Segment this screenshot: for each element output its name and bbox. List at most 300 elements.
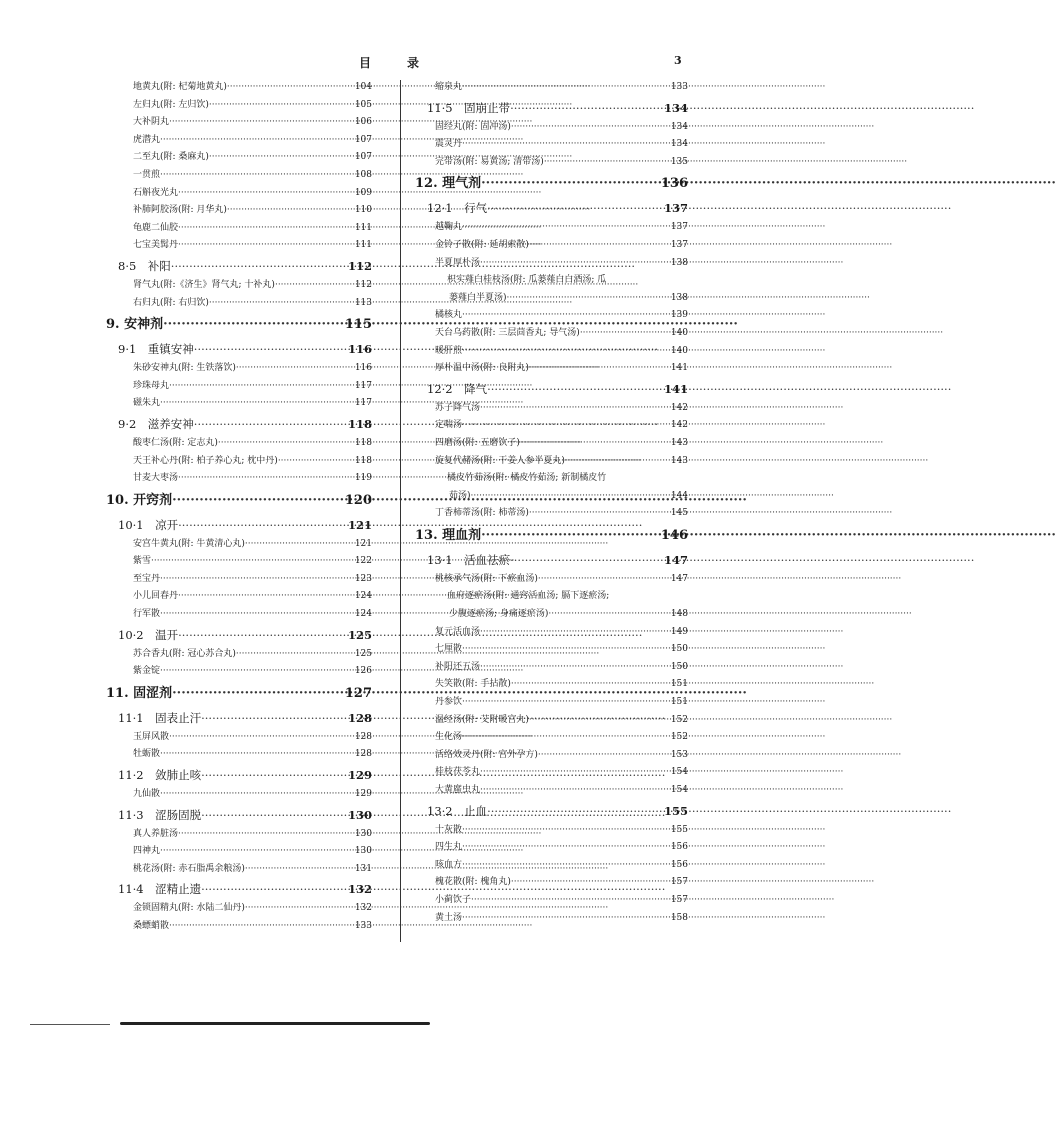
toc-entry[interactable] [100, 453, 372, 471]
toc-entry-label: 10·2 温开 [118, 627, 179, 642]
toc-entry-label: 桃花汤(附: 赤石脂禹余粮汤) [133, 863, 245, 874]
toc-entry[interactable] [100, 588, 372, 606]
toc-entry-label: 8·5 补阳 [118, 258, 171, 273]
toc-entry-label: 四神丸 [133, 846, 161, 857]
leader-dots [548, 606, 668, 624]
toc-entry[interactable] [100, 97, 372, 115]
toc-entry-page: 156 [670, 842, 688, 853]
toc-entry[interactable] [415, 435, 688, 453]
toc-entry-page: 125 [354, 648, 372, 659]
toc-entry-page: 134 [670, 121, 688, 132]
toc-entry[interactable] [415, 255, 688, 273]
leader-dots [201, 764, 346, 786]
toc-entry-page: 112 [347, 258, 372, 273]
toc-entry-page: 157 [670, 894, 688, 905]
toc-entry-page: 129 [347, 768, 372, 783]
toc-entry[interactable] [100, 553, 372, 571]
toc-entry[interactable] [415, 676, 688, 694]
toc-entry[interactable] [415, 453, 688, 471]
toc-entry[interactable] [415, 659, 688, 677]
leader-dots [163, 312, 343, 338]
toc-section[interactable] [100, 804, 372, 826]
toc-entry[interactable] [415, 910, 688, 928]
toc-entry-label: 咳血方 [435, 859, 463, 870]
toc-entry[interactable] [100, 470, 372, 488]
leader-dots [462, 136, 669, 154]
leader-dots [172, 681, 343, 707]
toc-left-column [100, 79, 372, 936]
toc-entry-page: 128 [354, 749, 372, 760]
toc-entry-page: 156 [670, 859, 688, 870]
leader-dots [507, 290, 669, 308]
toc-entry[interactable] [415, 822, 688, 840]
toc-entry-label: 震灵丹 [435, 139, 463, 150]
toc-chapter[interactable] [100, 681, 372, 707]
toc-entry-label: 11·4 涩精止遗 [118, 882, 202, 897]
toc-entry-label: 肾气丸(附:《济生》肾气丸; 十补丸) [133, 279, 275, 290]
toc-entry[interactable] [415, 343, 688, 361]
toc-entry[interactable] [415, 764, 688, 782]
toc-section[interactable] [100, 413, 372, 435]
toc-section[interactable] [100, 707, 372, 729]
toc-entry-label: 天王补心丹(附: 柏子养心丸; 枕中丹) [133, 455, 278, 466]
toc-entry-page: 154 [670, 785, 688, 795]
leader-dots [178, 624, 346, 646]
toc-entry[interactable] [415, 360, 688, 378]
leader-dots [151, 553, 353, 571]
leader-dots [481, 523, 659, 549]
leader-dots [201, 878, 346, 900]
toc-entry-page: 135 [670, 156, 688, 167]
toc-entry-page: 116 [347, 342, 372, 357]
toc-entry-label: 黄土汤 [435, 912, 463, 923]
leader-dots [565, 453, 669, 471]
toc-entry[interactable] [100, 606, 372, 624]
toc-entry[interactable] [100, 114, 372, 132]
toc-entry-page: 104 [354, 82, 372, 92]
toc-entry[interactable] [415, 747, 688, 765]
toc-entry[interactable] [415, 782, 688, 800]
leader-dots [160, 167, 353, 185]
leader-dots [544, 154, 669, 172]
toc-entry-label: 行军散 [133, 609, 161, 620]
toc-entry[interactable] [415, 892, 688, 910]
leader-dots [462, 910, 669, 928]
toc-entry-page: 132 [347, 882, 372, 897]
toc-entry[interactable] [100, 277, 372, 295]
toc-entry[interactable] [100, 378, 372, 396]
leader-dots [538, 571, 669, 589]
toc-entry[interactable] [415, 237, 688, 255]
toc-entry-page: 157 [670, 877, 688, 888]
toc-entry[interactable] [415, 417, 688, 435]
toc-entry-page: 148 [670, 609, 688, 620]
toc-entry[interactable] [415, 470, 688, 488]
toc-entry-page: 134 [663, 100, 688, 115]
toc-entry-page: 137 [670, 222, 688, 233]
toc-entry-label: 珍珠母丸 [133, 380, 170, 391]
toc-entry-page: 144 [670, 490, 688, 501]
toc-entry[interactable] [415, 119, 688, 137]
toc-entry-page: 124 [354, 591, 372, 602]
toc-section[interactable] [415, 97, 688, 119]
leader-dots [481, 171, 659, 197]
toc-entry-label: 9·1 重镇安神 [118, 342, 194, 357]
toc-entry-label: 磁朱丸 [133, 398, 161, 409]
toc-entry-label: 丹参饮 [435, 697, 463, 708]
toc-entry[interactable] [415, 307, 688, 325]
toc-section[interactable] [100, 255, 372, 277]
leader-dots [160, 843, 353, 861]
toc-entry[interactable] [100, 826, 372, 844]
leader-dots [480, 624, 669, 642]
toc-entry[interactable] [415, 712, 688, 730]
toc-entry-label: 苏合香丸(附: 冠心苏合丸) [133, 648, 236, 659]
leader-dots [245, 900, 353, 918]
leader-dots [209, 97, 353, 115]
toc-entry-label: 茹汤) [449, 490, 471, 501]
toc-right-column [415, 79, 688, 927]
leader-dots [462, 417, 669, 435]
leader-dots [209, 149, 353, 167]
toc-entry[interactable] [100, 220, 372, 238]
toc-entry[interactable] [415, 290, 688, 308]
toc-chapter[interactable] [100, 312, 372, 338]
toc-entry[interactable] [415, 641, 688, 659]
toc-entry[interactable] [100, 843, 372, 861]
toc-entry-page: 112 [354, 279, 372, 290]
toc-entry-label: 11·3 涩肠固脱 [118, 807, 202, 822]
leader-dots [462, 641, 669, 659]
toc-entry-label: 桂枝茯苓丸 [435, 767, 481, 778]
leader-dots [169, 378, 353, 396]
toc-entry-page: 120 [344, 492, 372, 508]
toc-entry-page: 127 [344, 685, 372, 701]
toc-entry[interactable] [415, 154, 688, 172]
toc-entry[interactable] [100, 861, 372, 879]
toc-entry-label: 七宝美髯丹 [133, 240, 179, 251]
leader-dots [580, 325, 669, 343]
toc-entry-page: 107 [354, 134, 372, 145]
toc-entry-label: 失笑散(附: 手拈散) [435, 679, 511, 690]
toc-entry-page: 117 [354, 380, 372, 391]
toc-entry-label: 厚朴温中汤(附: 良附丸) [435, 363, 529, 374]
toc-entry-label: 槐花散(附: 槐角丸) [435, 877, 511, 888]
leader-dots [511, 119, 669, 137]
toc-entry-label: 虎潜丸 [133, 134, 161, 145]
toc-entry[interactable] [100, 536, 372, 554]
toc-entry-label: 蒌薤白半夏汤) [449, 292, 507, 303]
toc-entry-page: 113 [354, 297, 372, 308]
toc-entry-page: 118 [354, 455, 372, 466]
toc-entry-page: 130 [347, 807, 372, 822]
toc-entry-label: 酸枣仁汤(附: 定志丸) [133, 437, 218, 448]
toc-entry-label: 安宫牛黄丸(附: 牛黄清心丸) [133, 538, 245, 549]
toc-entry[interactable] [415, 839, 688, 857]
toc-entry[interactable] [100, 360, 372, 378]
toc-entry-page: 136 [660, 176, 688, 192]
toc-entry-page: 119 [354, 473, 372, 484]
toc-section[interactable] [100, 338, 372, 360]
toc-entry[interactable] [415, 272, 688, 290]
toc-section[interactable] [100, 878, 372, 900]
toc-entry-page: 134 [670, 139, 688, 150]
leader-dots [462, 307, 669, 325]
leader-dots [160, 395, 353, 413]
toc-entry[interactable] [415, 488, 688, 506]
toc-section[interactable] [415, 197, 688, 219]
toc-entry-page: 143 [670, 437, 688, 448]
toc-entry-page: 128 [354, 731, 372, 742]
toc-entry-label: 补肺阿胶汤(附: 月华丸) [133, 205, 227, 216]
leader-dots [218, 435, 353, 453]
leader-dots [520, 435, 669, 453]
toc-entry-page: 106 [354, 117, 372, 128]
leader-dots [487, 800, 662, 822]
toc-chapter[interactable] [415, 523, 688, 549]
toc-entry-label: 甘麦大枣汤 [133, 473, 179, 484]
toc-entry[interactable] [100, 167, 372, 185]
leader-dots [462, 694, 669, 712]
leader-dots [245, 861, 353, 879]
toc-entry[interactable] [415, 571, 688, 589]
toc-entry[interactable] [100, 185, 372, 203]
toc-entry-label: 9. 安神剂 [106, 317, 164, 333]
toc-entry-label: 旋复代赭汤(附: 干姜人参半夏丸) [435, 455, 565, 466]
leader-dots [480, 659, 669, 677]
toc-entry-label: 补阳还五汤 [435, 661, 481, 672]
toc-entry[interactable] [100, 786, 372, 804]
toc-chapter[interactable] [100, 488, 372, 514]
toc-entry-label: 血府逐瘀汤(附: 通窍活血汤; 膈下逐瘀汤; [447, 591, 610, 602]
toc-entry-page: 131 [354, 863, 372, 874]
leader-dots [169, 918, 353, 936]
toc-entry-label: 枳实薤白桂枝汤(附: 瓜蒌薤白白酒汤; 瓜 [447, 275, 607, 286]
toc-entry[interactable] [415, 505, 688, 523]
toc-entry-label: 至宝丹 [133, 573, 161, 584]
toc-entry-page: 122 [354, 556, 372, 567]
toc-entry[interactable] [100, 295, 372, 313]
toc-entry-label: 四磨汤(附: 五磨饮子) [435, 437, 520, 448]
toc-entry-label: 11. 固涩剂 [106, 685, 173, 701]
leader-dots [160, 571, 353, 589]
toc-entry-label: 完带汤(附: 易黄汤; 清带汤) [435, 156, 544, 167]
leader-dots [510, 549, 662, 571]
toc-entry[interactable] [100, 663, 372, 681]
toc-entry-label: 龟鹿二仙胶 [133, 222, 179, 233]
leader-dots [194, 413, 346, 435]
leader-dots [169, 114, 353, 132]
toc-entry-label: 四生丸 [435, 842, 463, 853]
toc-entry[interactable] [415, 400, 688, 418]
leader-dots [160, 606, 353, 624]
toc-entry[interactable] [100, 746, 372, 764]
toc-entry-page: 116 [354, 363, 372, 374]
toc-entry-label: 小蓟饮子 [435, 894, 472, 905]
toc-entry-label: 大补阴丸 [133, 117, 170, 128]
leader-dots [278, 453, 353, 471]
toc-section[interactable] [100, 764, 372, 786]
toc-entry-page: 155 [663, 803, 688, 818]
toc-entry-page: 111 [354, 240, 372, 251]
leader-dots [194, 338, 346, 360]
leader-dots [462, 343, 669, 361]
toc-entry-page: 128 [347, 710, 372, 725]
leader-dots [160, 132, 353, 150]
toc-entry-page: 145 [670, 508, 688, 519]
toc-entry-label: 桑螵蛸散 [133, 921, 170, 931]
toc-entry-label: 暖肝煎 [435, 345, 463, 356]
toc-entry-page: 117 [354, 398, 372, 409]
header-title-1: 目 [359, 56, 372, 70]
toc-entry[interactable] [100, 132, 372, 150]
toc-entry[interactable] [100, 79, 372, 97]
toc-entry[interactable] [100, 237, 372, 255]
toc-entry-page: 109 [354, 187, 372, 198]
toc-entry-page: 118 [354, 437, 372, 448]
toc-entry-page: 118 [347, 416, 372, 431]
leader-dots [480, 782, 669, 800]
leader-dots [529, 505, 669, 523]
toc-entry[interactable] [100, 202, 372, 220]
leader-dots [178, 185, 353, 203]
toc-entry-label: 10. 开窍剂 [106, 492, 173, 508]
toc-entry[interactable] [100, 395, 372, 413]
leader-dots [245, 536, 353, 554]
toc-entry-label: 二至丸(附: 桑麻丸) [133, 152, 209, 163]
toc-entry-page: 153 [670, 749, 688, 760]
toc-entry-label: 12·2 降气 [427, 381, 488, 396]
toc-entry-page: 152 [670, 714, 688, 725]
toc-entry[interactable] [100, 900, 372, 918]
toc-entry-page: 130 [354, 846, 372, 857]
toc-entry-page: 115 [344, 317, 372, 333]
toc-entry-label: 13. 理血剂 [415, 527, 482, 543]
toc-entry-label: 紫金锭 [133, 666, 161, 677]
toc-entry-label: 桃核承气汤(附: 下瘀血汤) [435, 573, 538, 584]
page-number: 3 [674, 54, 682, 67]
toc-entry[interactable] [415, 694, 688, 712]
leader-dots [201, 707, 346, 729]
leader-dots [178, 826, 353, 844]
toc-entry[interactable] [415, 325, 688, 343]
footer-rule-short [30, 1024, 110, 1025]
leader-dots [487, 197, 662, 219]
toc-entry-label: 九仙散 [133, 789, 161, 800]
page-header [0, 54, 769, 74]
toc-entry-page: 147 [663, 552, 688, 567]
toc-entry[interactable] [100, 918, 372, 936]
toc-entry-label: 11·5 固崩止带 [427, 100, 511, 115]
toc-entry-label: 定喘汤 [435, 420, 463, 431]
toc-entry-page: 111 [354, 222, 372, 233]
leader-dots [201, 804, 346, 826]
leader-dots [236, 360, 353, 378]
toc-entry-page: 141 [663, 381, 688, 396]
leader-dots [471, 488, 669, 506]
toc-entry[interactable] [100, 571, 372, 589]
leader-dots [160, 663, 353, 681]
toc-entry-label: 活络效灵丹(附: 宫外孕方) [435, 749, 538, 760]
toc-entry-page: 158 [670, 912, 688, 923]
toc-entry[interactable] [415, 588, 688, 606]
toc-entry[interactable] [415, 136, 688, 154]
toc-entry[interactable] [415, 219, 688, 237]
toc-entry-page: 155 [670, 824, 688, 835]
toc-entry-label: 大黄䗪虫丸 [435, 785, 481, 795]
toc-entry-label: 牡蛎散 [133, 749, 161, 760]
leader-dots [169, 729, 353, 747]
toc-entry[interactable] [415, 624, 688, 642]
toc-entry[interactable] [100, 435, 372, 453]
toc-entry[interactable] [100, 149, 372, 167]
leader-dots [171, 255, 346, 277]
toc-entry-label: 13·1 活血祛瘀 [427, 552, 511, 567]
leader-dots [529, 360, 669, 378]
toc-entry-page: 147 [670, 573, 688, 584]
toc-entry-page: 149 [670, 626, 688, 637]
toc-entry-page: 154 [670, 767, 688, 778]
leader-dots [178, 514, 346, 536]
toc-entry-page: 151 [670, 697, 688, 708]
leader-dots [275, 277, 353, 295]
toc-entry[interactable] [415, 857, 688, 875]
toc-chapter[interactable] [415, 171, 688, 197]
leader-dots [471, 892, 669, 910]
toc-entry-page: 152 [670, 732, 688, 743]
toc-entry-label: 地黄丸(附: 杞菊地黄丸) [133, 82, 227, 92]
toc-entry-page: 140 [670, 345, 688, 356]
leader-dots [462, 79, 669, 97]
toc-entry-page: 137 [663, 201, 688, 216]
toc-entry[interactable] [415, 606, 688, 624]
toc-section[interactable] [415, 800, 688, 822]
toc-entry-label: 10·1 凉开 [118, 517, 179, 532]
toc-entry[interactable] [415, 874, 688, 892]
toc-entry-label: 11·2 敛肺止咳 [118, 768, 202, 783]
toc-entry[interactable] [415, 79, 688, 97]
toc-entry-page: 142 [670, 420, 688, 431]
toc-entry-page: 150 [670, 661, 688, 672]
toc-entry-page: 121 [354, 538, 372, 549]
leader-dots [480, 400, 669, 418]
footer-rule [120, 1022, 430, 1025]
leader-dots [462, 857, 669, 875]
toc-section[interactable] [100, 624, 372, 646]
toc-entry-label: 13·2 止血 [427, 803, 488, 818]
leader-dots [172, 488, 343, 514]
toc-entry-page: 110 [354, 205, 372, 216]
toc-section[interactable] [415, 378, 688, 400]
toc-entry-label: 越鞠丸 [435, 222, 463, 233]
toc-section[interactable] [415, 549, 688, 571]
toc-section[interactable] [100, 514, 372, 536]
toc-entry-label: 橘核丸 [435, 310, 463, 321]
toc-entry[interactable] [100, 646, 372, 664]
toc-entry[interactable] [100, 729, 372, 747]
leader-dots [178, 220, 353, 238]
leader-dots [529, 712, 669, 730]
leader-dots [511, 676, 669, 694]
toc-entry-label: 小儿回春丹 [133, 591, 179, 602]
toc-entry[interactable] [415, 729, 688, 747]
header-title-2: 录 [407, 56, 420, 70]
leader-dots [510, 97, 662, 119]
leader-dots [480, 255, 669, 273]
toc-entry-page: 137 [670, 239, 688, 250]
toc-entry-label: 9·2 滋养安神 [118, 416, 194, 431]
toc-entry-label: 生化汤 [435, 732, 463, 743]
